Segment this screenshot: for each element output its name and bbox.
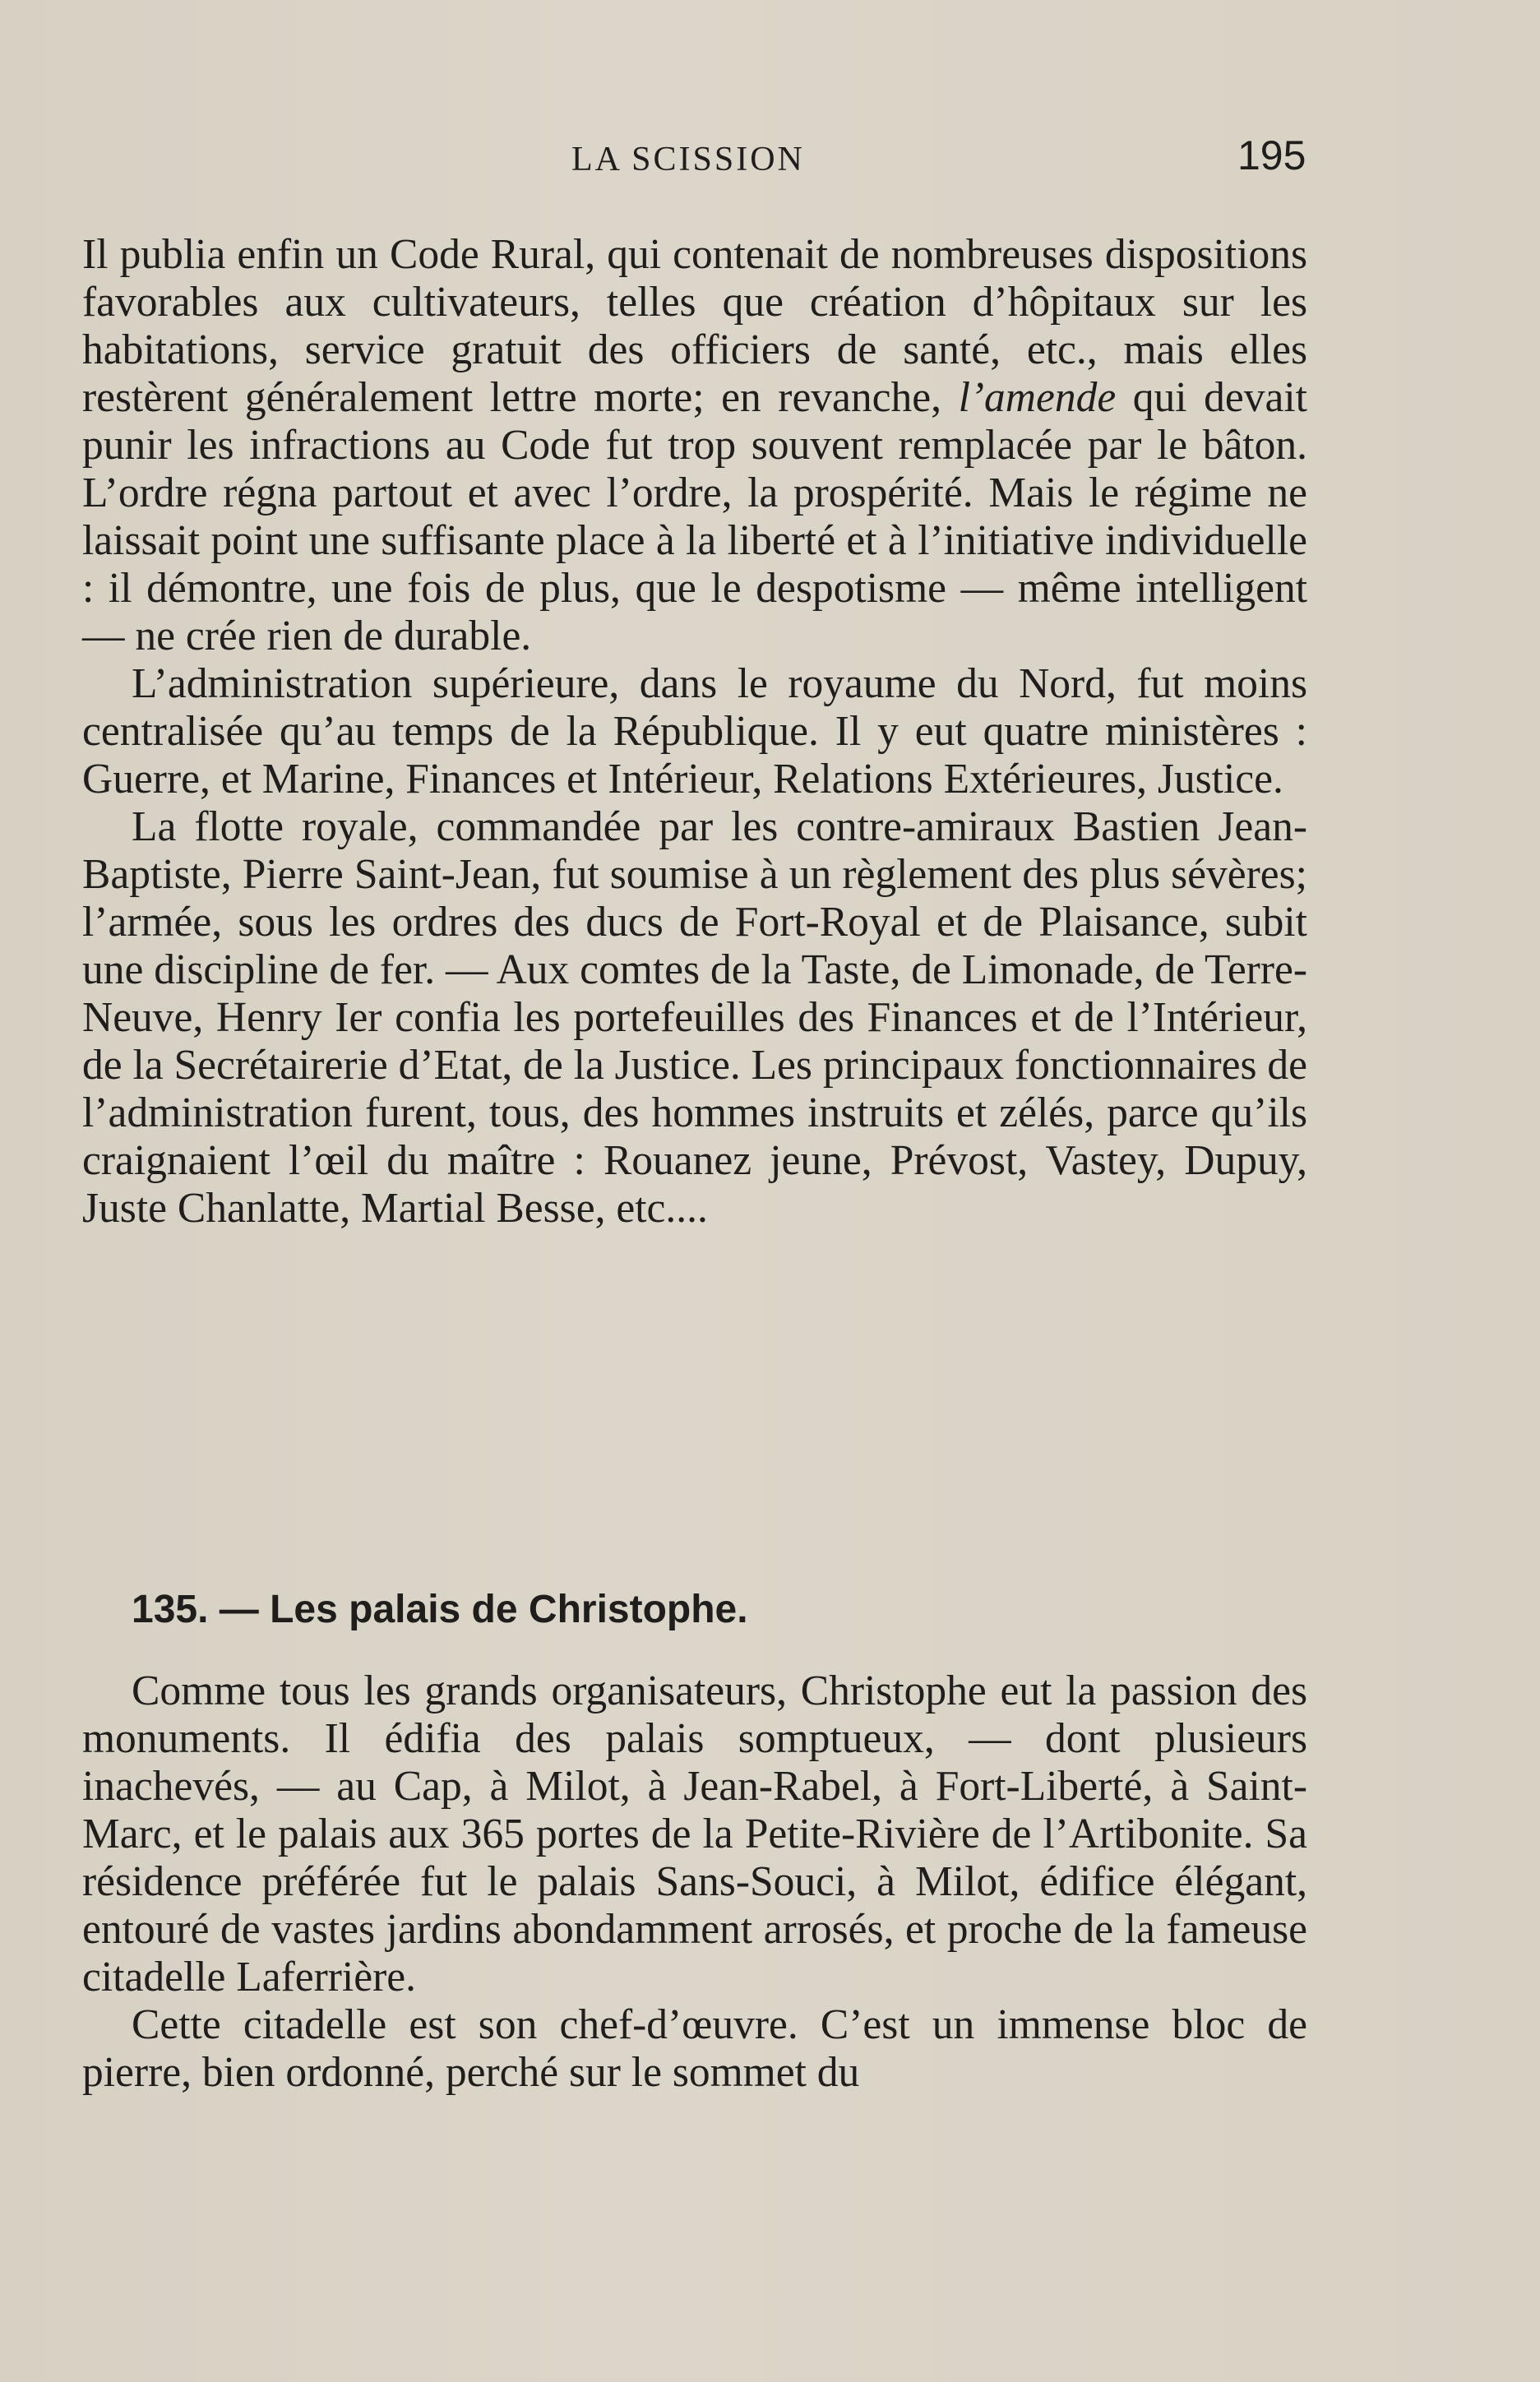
paragraph-flotte-royale: La flotte royale, commandée par les contre-amiraux Bastien Jean-Baptiste, Pierre Saint-Jean, fut soumise à un règlement des plus sévères; l’armée, sous les ordres des ducs de Fort-Royal et de Plaisance, subit une discipline de fer. — Aux comtes de la Taste, de Limonade, de Terre-Neuve, Henry Ier confia les portefeuilles des Finances et de l’Intérieur, de la Secrétairerie d’Etat, de la Justice. Les principaux fonctionnaires de l’administration furent, tous, des hommes instruits et zélés, parce qu’ils craignaient l’œil du maître : Rouanez jeune, Prévost, Vastey, Dupuy, Juste Chanlatte, Martial Besse, etc.... (82, 803, 1308, 1232)
paragraph-administration: L’administration supérieure, dans le royaume du Nord, fut moins centralisée qu’au temps de la République. Il y eut quatre ministères : Guerre, et Marine, Finances et Intérieur, Relations Extérieures, Justice. (82, 660, 1307, 802)
paragraph-code-rural-part2: qui devait punir les infractions au Code fut trop souvent remplacée par le bâton. L’ordre régna partout et avec l’ordre, la prospérité. Mais le régime ne laissait point une suffisante place à la liberté et à l’initiative individuelle : il démontre, une fois de plus, que le despotisme — même intelligent — ne crée rien de durable. (82, 374, 1307, 659)
section-heading: 135. — Les palais de Christophe. (132, 1588, 748, 1631)
body-text-upper (82, 231, 1307, 1233)
paragraph-palais: Comme tous les grands organisateurs, Christophe eut la passion des monuments. Il édifia des palais somptueux, — dont plusieurs inachevés, — au Cap, à Milot, à Jean-Rabel, à Fort-Liberté, à Saint-Marc, et le palais aux 365 portes de la Petite-Rivière de l’Artibonite. Sa résidence préférée fut le palais Sans-Souci, à Milot, édifice élégant, entouré de vastes jardins abondamment arrosés, et proche de la fameuse citadelle Laferrière. (82, 1667, 1307, 2000)
running-head: LA SCISSION (571, 141, 805, 178)
paragraph-citadelle: Cette citadelle est son chef-d’œuvre. C’est un immense bloc de pierre, bien ordonné, perché sur le sommet du (82, 2001, 1307, 2096)
page-header (0, 132, 1540, 189)
paragraph-code-rural-part1: Il publia enfin un Code Rural, qui contenait de nombreuses dispositions favorables aux cultivateurs, telles que création d’hôpitaux sur les habitations, service gratuit des officiers de santé, etc., mais elles restèrent généralement lettre morte; en revanche, (82, 231, 1307, 421)
page-number: 195 (1237, 132, 1306, 178)
paragraph-code-rural (82, 231, 1307, 660)
italic-amende: l’amende (958, 374, 1117, 421)
body-text-lower (82, 1667, 1307, 2097)
